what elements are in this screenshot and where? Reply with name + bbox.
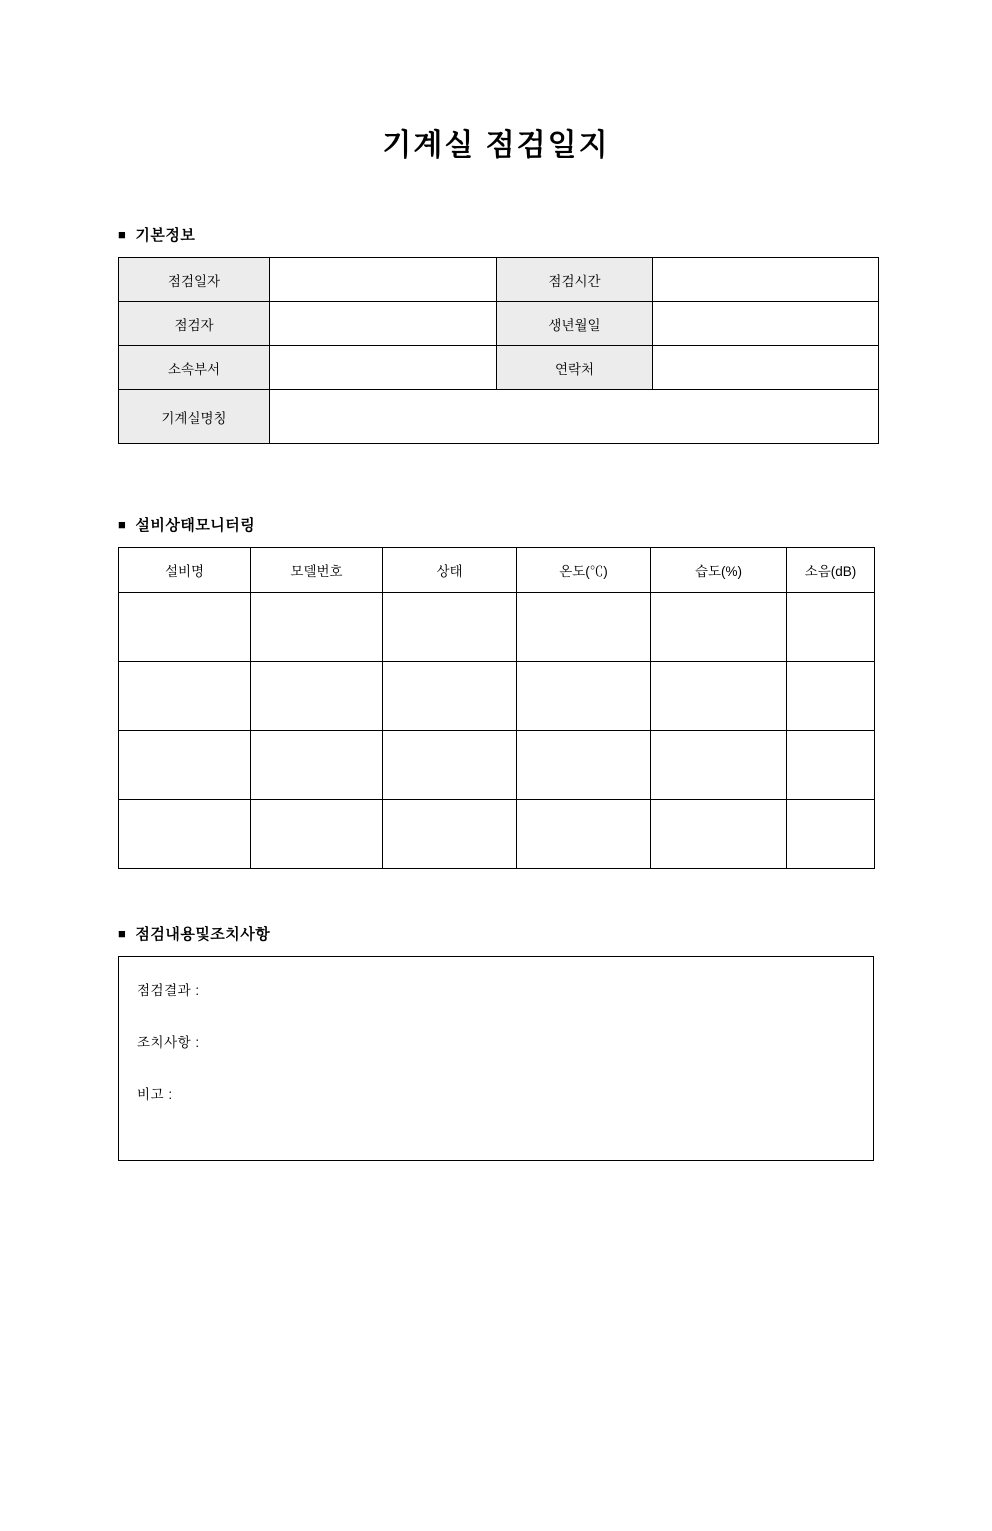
cell-model-number[interactable] — [251, 731, 383, 800]
basic-label-machine-room-name: 기계실명칭 — [119, 390, 270, 444]
cell-humidity[interactable] — [651, 662, 787, 731]
basic-value-inspector[interactable] — [270, 302, 497, 346]
page-title: 기계실 점검일지 — [382, 129, 610, 162]
notes-label-remarks: 비고 : — [137, 1087, 173, 1102]
table-row — [119, 731, 875, 800]
cell-humidity[interactable] — [651, 800, 787, 869]
document-page — [0, 128, 992, 1531]
basic-label-inspection-date: 점검일자 — [119, 258, 270, 302]
cell-status[interactable] — [383, 800, 517, 869]
table-row — [119, 800, 875, 869]
notes-label-action: 조치사항 : — [137, 1035, 200, 1050]
table-row — [119, 346, 879, 390]
table-row — [119, 390, 879, 444]
cell-noise[interactable] — [787, 593, 875, 662]
basic-value-department[interactable] — [270, 346, 497, 390]
cell-temperature[interactable] — [517, 593, 651, 662]
section-equipment-monitoring — [0, 514, 992, 869]
cell-humidity[interactable] — [651, 731, 787, 800]
cell-noise[interactable] — [787, 662, 875, 731]
table-row — [119, 302, 879, 346]
column-header-humidity: 습도(%) — [651, 548, 787, 593]
basic-value-contact[interactable] — [653, 346, 879, 390]
section-heading-label: 기본정보 — [135, 227, 196, 244]
column-header-temperature: 온도(℃) — [517, 548, 651, 593]
cell-status[interactable] — [383, 731, 517, 800]
table-row — [119, 593, 875, 662]
basic-label-birthdate: 생년월일 — [497, 302, 653, 346]
square-bullet-icon: ■ — [118, 517, 127, 532]
basic-label-contact: 연락처 — [497, 346, 653, 390]
basic-value-birthdate[interactable] — [653, 302, 879, 346]
section-heading-label: 설비상태모니터링 — [135, 517, 256, 534]
basic-value-machine-room-name[interactable] — [270, 390, 879, 444]
inspection-notes-box[interactable] — [118, 956, 874, 1161]
section-inspection-notes — [0, 923, 992, 1161]
cell-equipment-name[interactable] — [119, 800, 251, 869]
cell-temperature[interactable] — [517, 662, 651, 731]
equipment-monitoring-table — [118, 547, 875, 869]
cell-status[interactable] — [383, 662, 517, 731]
basic-value-inspection-date[interactable] — [270, 258, 497, 302]
cell-noise[interactable] — [787, 731, 875, 800]
cell-model-number[interactable] — [251, 800, 383, 869]
cell-temperature[interactable] — [517, 731, 651, 800]
table-row — [119, 662, 875, 731]
column-header-status: 상태 — [383, 548, 517, 593]
section-heading-equipment-monitoring — [118, 514, 992, 535]
column-header-model-number: 모델번호 — [251, 548, 383, 593]
section-basic-info — [0, 224, 992, 444]
basic-value-inspection-time[interactable] — [653, 258, 879, 302]
cell-humidity[interactable] — [651, 593, 787, 662]
section-heading-basic-info — [118, 224, 992, 245]
cell-status[interactable] — [383, 593, 517, 662]
square-bullet-icon: ■ — [118, 926, 127, 941]
cell-model-number[interactable] — [251, 662, 383, 731]
table-row — [119, 258, 879, 302]
basic-label-inspector: 점검자 — [119, 302, 270, 346]
cell-equipment-name[interactable] — [119, 593, 251, 662]
notes-label-result: 점검결과 : — [137, 983, 200, 998]
section-heading-inspection-notes — [118, 923, 992, 944]
section-heading-label: 점검내용및조치사항 — [135, 926, 271, 943]
square-bullet-icon: ■ — [118, 227, 127, 242]
table-header-row — [119, 548, 875, 593]
cell-temperature[interactable] — [517, 800, 651, 869]
column-header-noise: 소음(dB) — [787, 548, 875, 593]
cell-model-number[interactable] — [251, 593, 383, 662]
basic-label-department: 소속부서 — [119, 346, 270, 390]
cell-equipment-name[interactable] — [119, 662, 251, 731]
basic-label-inspection-time: 점검시간 — [497, 258, 653, 302]
cell-equipment-name[interactable] — [119, 731, 251, 800]
cell-noise[interactable] — [787, 800, 875, 869]
basic-info-table — [118, 257, 879, 444]
column-header-equipment-name: 설비명 — [119, 548, 251, 593]
